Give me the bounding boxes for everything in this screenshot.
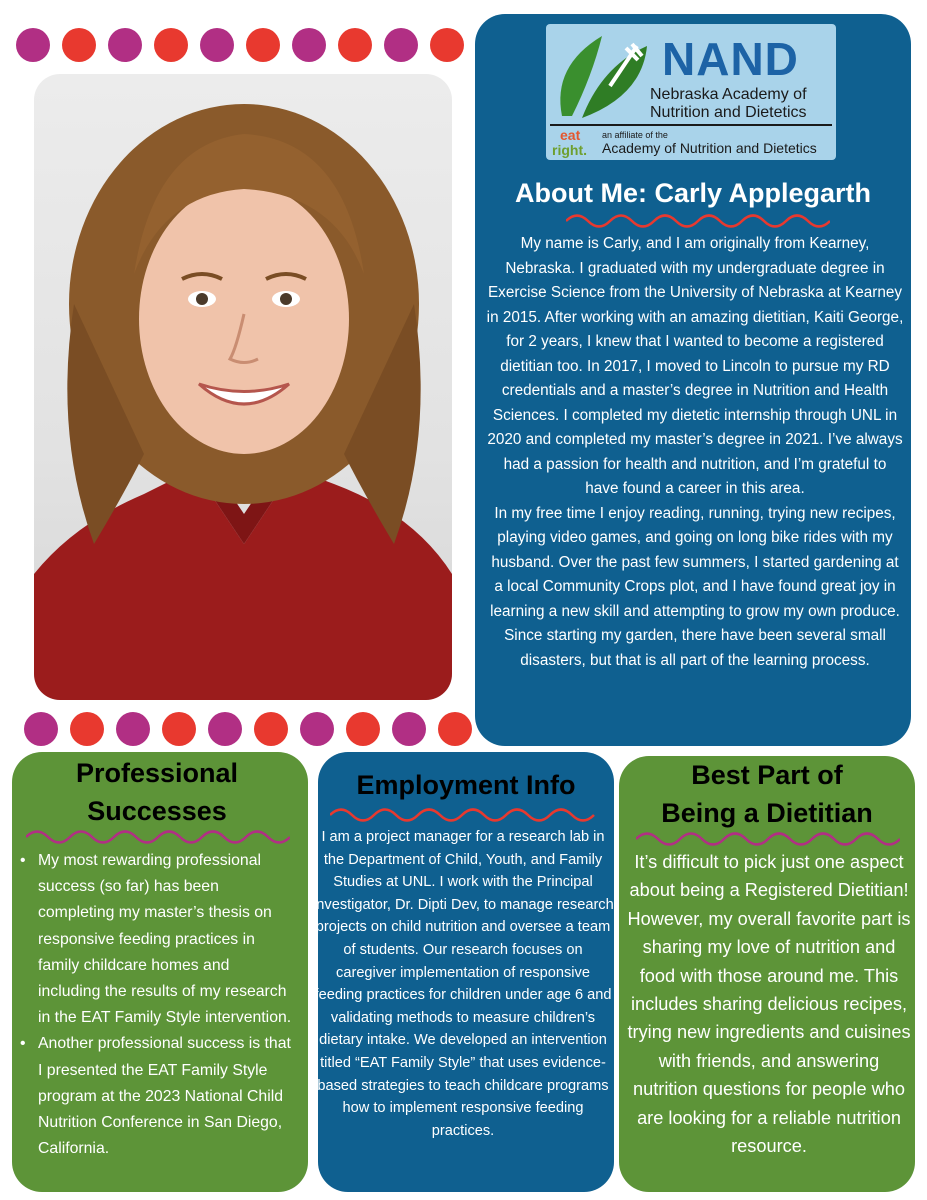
- squiggle-divider: [26, 826, 290, 848]
- decor-dot: [438, 712, 472, 746]
- logo-acronym: NAND: [662, 33, 799, 85]
- logo-org-line1: Nebraska Academy of: [650, 86, 807, 103]
- decor-dot: [24, 712, 58, 746]
- logo-affiliate: an affiliate of the: [602, 130, 668, 140]
- leaf-fork-icon: [552, 26, 662, 126]
- successes-title-line2: Successes: [87, 796, 227, 826]
- employment-body: I am a project manager for a research lab in the Department of Child, Youth, and Family Studies at UNL. I work with the Principal Investigator, Dr. Dipti Dev, to manage research projects on child nutrition and oversee a team of students. Our research focuses on caregiver implementation of responsive feeding practices for children under age 6 and validating methods to measure children’s dietary intake. We developed an intervention titled “EAT Family Style” that uses evidence-based strategies to teach childcare programs how to implement responsive feeding practices.: [312, 829, 614, 1139]
- best-part-body: It’s difficult to pick just one aspect about being a Registered Dietitian! However, my overall favorite part is sharing my love of nutrition and food with those around me. This includes sharing delicious recipes, trying new ingredients and cuisines with friends, and answering nutrition questions for people who are looking for a reliable nutrition resource.: [627, 852, 911, 1157]
- best-part-title-line1: Best Part of: [691, 760, 843, 790]
- squiggle-divider: [636, 828, 900, 850]
- about-paragraph-2: In my free time I enjoy reading, running, trying new recipes, playing video games, and going on long bike rides with my husband. Over the past few summers, I started gardening at a local Community Crops plot, and I have found great joy in learning a new skill and attempting to grow my own produce. Since starting my garden, there have been several small disasters, but that is all part of the learning process.: [490, 504, 900, 669]
- best-part-title-line2: Being a Dietitian: [661, 798, 873, 828]
- decor-dot: [200, 28, 234, 62]
- best-part-title: [619, 756, 915, 832]
- logo-divider: [550, 124, 832, 126]
- decor-dot: [392, 712, 426, 746]
- squiggle-divider: [330, 804, 600, 826]
- decor-dot: [292, 28, 326, 62]
- list-item: • Another professional success is that I presented the EAT Family Style program at the 2023 National Child Nutrition Conference in San Diego, California.: [18, 1031, 292, 1162]
- decor-dot: [62, 28, 96, 62]
- decor-dot: [162, 712, 196, 746]
- employment-title: Employment Info: [356, 770, 576, 800]
- portrait-photo: [34, 74, 452, 700]
- decor-dot: [338, 28, 372, 62]
- list-item: • My most rewarding professional success (so far) has been completing my master’s thesis on responsive feeding practices in family childcare homes and including the results of my research in the EAT Family Style intervention.: [18, 848, 292, 1031]
- about-paragraph-1: My name is Carly, and I am originally from Kearney, Nebraska. I graduated with my undergraduate degree in Exercise Science from the University of Nebraska at Kearney in 2015. After working with an amazing dietitian, Kaiti George, for 2 years, I knew that I wanted to become a registered dietitian too. In 2017, I moved to Lincoln to pursue my RD credentials and a master’s degree in Nutrition and Health Sciences. I completed my dietetic internship through UNL in 2020 and completed my master’s degree in 2021. I’ve always had a passion for health and nutrition, and I’m grateful to have found a career in this area.: [486, 235, 904, 497]
- decor-dot: [254, 712, 288, 746]
- decor-dot: [430, 28, 464, 62]
- logo-org-name: [650, 86, 830, 122]
- logo-right: right.: [552, 142, 587, 158]
- decor-dot: [300, 712, 334, 746]
- decor-dot: [154, 28, 188, 62]
- top-dot-row: [16, 28, 464, 62]
- logo-org-line2: Nutrition and Dietetics: [650, 104, 807, 121]
- successes-title: [12, 754, 302, 830]
- about-title: About Me: Carly Applegarth: [514, 178, 871, 208]
- decor-dot: [384, 28, 418, 62]
- nand-logo: [546, 24, 836, 160]
- decor-dot: [16, 28, 50, 62]
- decor-dot: [108, 28, 142, 62]
- decor-dot: [208, 712, 242, 746]
- successes-list: [18, 848, 292, 1162]
- decor-dot: [70, 712, 104, 746]
- middle-dot-row: [24, 712, 472, 746]
- logo-parent-org: Academy of Nutrition and Dietetics: [602, 140, 817, 156]
- decor-dot: [246, 28, 280, 62]
- squiggle-divider: [566, 210, 830, 232]
- successes-title-line1: Professional: [75, 758, 239, 788]
- decor-dot: [346, 712, 380, 746]
- decor-dot: [116, 712, 150, 746]
- portrait-illustration: [34, 74, 452, 700]
- logo-eat: eat: [560, 127, 581, 143]
- about-body: [485, 232, 905, 673]
